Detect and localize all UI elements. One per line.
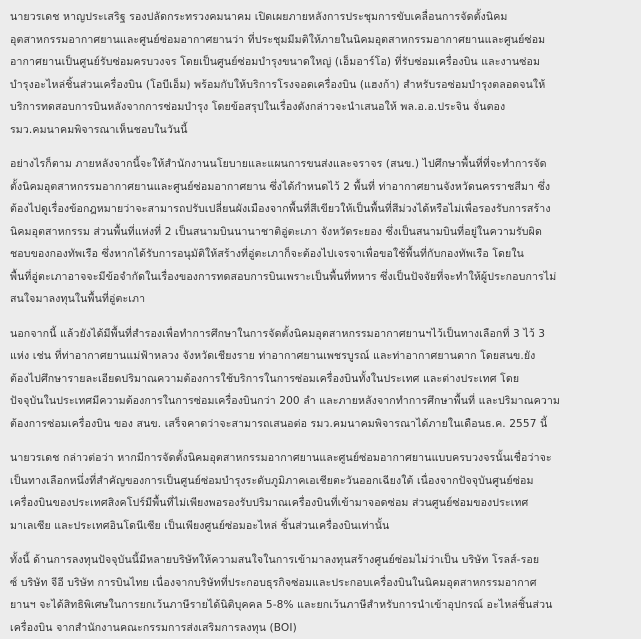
text-line: เป็นทางเลือกหนึ่งที่สำคัญของการเป็นศูนย์ซ่อมบำรุงระดับภูมิภาคเอเชียตะวันออกเฉียงใต้ เนื่องจากปัจจุบันศูนย์ซ่อม [10,470,631,493]
text-line: นายวรเดช หาญประเสริฐ รองปลัดกระทรวงคมนาคม เปิดเผยภายหลังการประชุมการขับเคลื่อนการจัดตั้งนิคม [10,6,631,29]
text-line: ทั้งนี้ ด้านการลงทุนปัจจุบันนี้มีหลายบริษัทให้ความสนใจในการเข้ามาลงทุนสร้างศูนย์ซ่อมไม่ว่าเป็น บริษัท โรลส์-รอย [10,549,631,572]
text-line: อย่างไรก็ตาม ภายหลังจากนี้จะให้สำนักงานนโยบายและแผนการขนส่งและจราจร (สนข.) ไปศึกษาพื้นที่ที่จะทำการจัด [10,153,631,176]
text-line: อากาศยานเป็นศูนย์รับซ่อมครบวงจร โดยเป็นศูนย์ซ่อมบำรุงขนาดใหญ่ (เอ็มอาร์โอ) ที่รับซ่อมเครื่องบิน และงานซ่อม [10,51,631,74]
text-line: เครื่องบิน จากสำนักงานคณะกรรมการส่งเสริมการลงทุน (BOI) [10,617,631,639]
text-line: บำรุงอะไหล่ชิ้นส่วนเครื่องบิน (โอบีเอ็ม) พร้อมกับให้บริการโรงจอดเครื่องบิน (แฮงก้า) สำหรับรอซ่อมบำรุงตลอดจนให้ [10,74,631,97]
paragraph-5 [10,549,631,639]
text-line: อุตสาหกรรมอากาศยานและศูนย์ซ่อมอากาศยานว่า ที่ประชุมมีมติให้ภายในนิคมอุตสาหกรรมอากาศยานและศูนย์ซ่อม [10,29,631,52]
paragraph-3 [10,323,631,436]
text-line: ปัจจุบันในประเทศมีความต้องการในการซ่อมเครื่องบินกว่า 200 ลำ และภายหลังจากทำการศึกษาพื้นที่ และปริมาณความ [10,390,631,413]
text-line: ตั้งนิคมอุตสาหกรรมอากาศยานและศูนย์ซ่อมอากาศยาน ซึ่งได้กำหนดไว้ 2 พื้นที่ ท่าอากาศยานจังหวัดนครราชสีมา ซึ่ง [10,176,631,199]
text-line: รมว.คมนาคมพิจารณาเห็นชอบในวันนี้ [10,119,631,142]
paragraph-2 [10,153,631,311]
text-line: พื้นที่อู่ตะเภาอาจจะมีข้อจำกัดในเรื่องของการทดสอบการบินเพราะเป็นพื้นที่ทหาร ซึ่งเป็นปัจจัยที่จะทำให้ผู้ประกอบการไม่ [10,266,631,289]
text-line: เครื่องบินของประเทศสิงคโปร์มีพื้นที่ไม่เพียงพอรองรับปริมาณเครื่องบินที่เข้ามาจอดซ่อม ส่วนศูนย์ซ่อมของประเทศ [10,492,631,515]
text-line: ต้องการซ่อมเครื่องบิน ของ สนข. เสร็จคาดว่าจะสามารถเสนอต่อ รมว.คมนาคมพิจารณาได้ภายในเดือนธ.ค. 2557 นี้ [10,413,631,436]
text-line: ยานฯ จะได้สิทธิพิเศษในการยกเว้นภาษีรายได้นิติบุคคล 5-8% และยกเว้นภาษีสำหรับการนำเข้าอุปกรณ์ อะไหล่ชิ้นส่วน [10,594,631,617]
text-line: ต้องไปดูเรื่องข้อกฎหมายว่าจะสามารถปรับเปลี่ยนผังเมืองจากพื้นที่สีเขียวให้เป็นพื้นที่สีม่วงได้หรือไม่เพื่อรองรับการสร้าง [10,198,631,221]
text-line: ซ์ บริษัท จีอี บริษัท การบินไทย เนื่องจากบริษัทที่ประกอบธุรกิจซ่อมและประกอบเครื่องบินในนิคมอุตสาหกรรมอากาศ [10,572,631,595]
paragraph-1 [10,6,631,141]
text-line: ต้องไปศึกษารายละเอียดปริมาณความต้องการใช้บริการในการซ่อมเครื่องบินทั้งในประเทศ และต่างประเทศ โดย [10,368,631,391]
paragraph-4 [10,447,631,537]
text-line: มาเลเซีย และประเทศอินโดนีเซีย เป็นเพียงศูนย์ซ่อมอะไหล่ ชิ้นส่วนเครื่องบินเท่านั้น [10,515,631,538]
text-line: แห่ง เช่น ที่ท่าอากาศยานแม่ฟ้าหลวง จังหวัดเชียงราย ท่าอากาศยานเพชรบูรณ์ และท่าอากาศยานตาก โดยสนข.ยัง [10,345,631,368]
text-line: บริการทดสอบการบินหลังจากการซ่อมบำรุง โดยข้อสรุปในเรื่องดังกล่าวจะนำเสนอให้ พล.อ.อ.ประจิน จั่นตอง [10,96,631,119]
text-line: นิคมอุตสาหกรรม ส่วนพื้นที่แห่งที่ 2 เป็นสนามบินนานาชาติอู่ตะเภา จังหวัดระยอง ซึ่งเป็นสนามบินที่อยู่ในความรับผิด [10,221,631,244]
text-line: สนใจมาลงทุนในพื้นที่อู่ตะเภา [10,288,631,311]
text-line: นอกจากนี้ แล้วยังได้มีพื้นที่สำรองเพื่อทำการศึกษาในการจัดตั้งนิคมอุตสาหกรรมอากาศยานฯไว้เป็นทางเลือกที่ 3 ไว้ 3 [10,323,631,346]
text-line: นายวรเดช กล่าวต่อว่า หากมีการจัดตั้งนิคมอุตสาหกรรมอากาศยานและศูนย์ซ่อมอากาศยานแบบครบวงจรนั้นเชื่อว่าจะ [10,447,631,470]
text-line: ชอบของกองทัพเรือ ซึ่งหากได้รับการอนุมัติให้สร้างที่อู่ตะเภาก็จะต้องไปเจรจาเพื่อขอใช้พื้นที่กับกองทัพเรือ โดยใน [10,243,631,266]
